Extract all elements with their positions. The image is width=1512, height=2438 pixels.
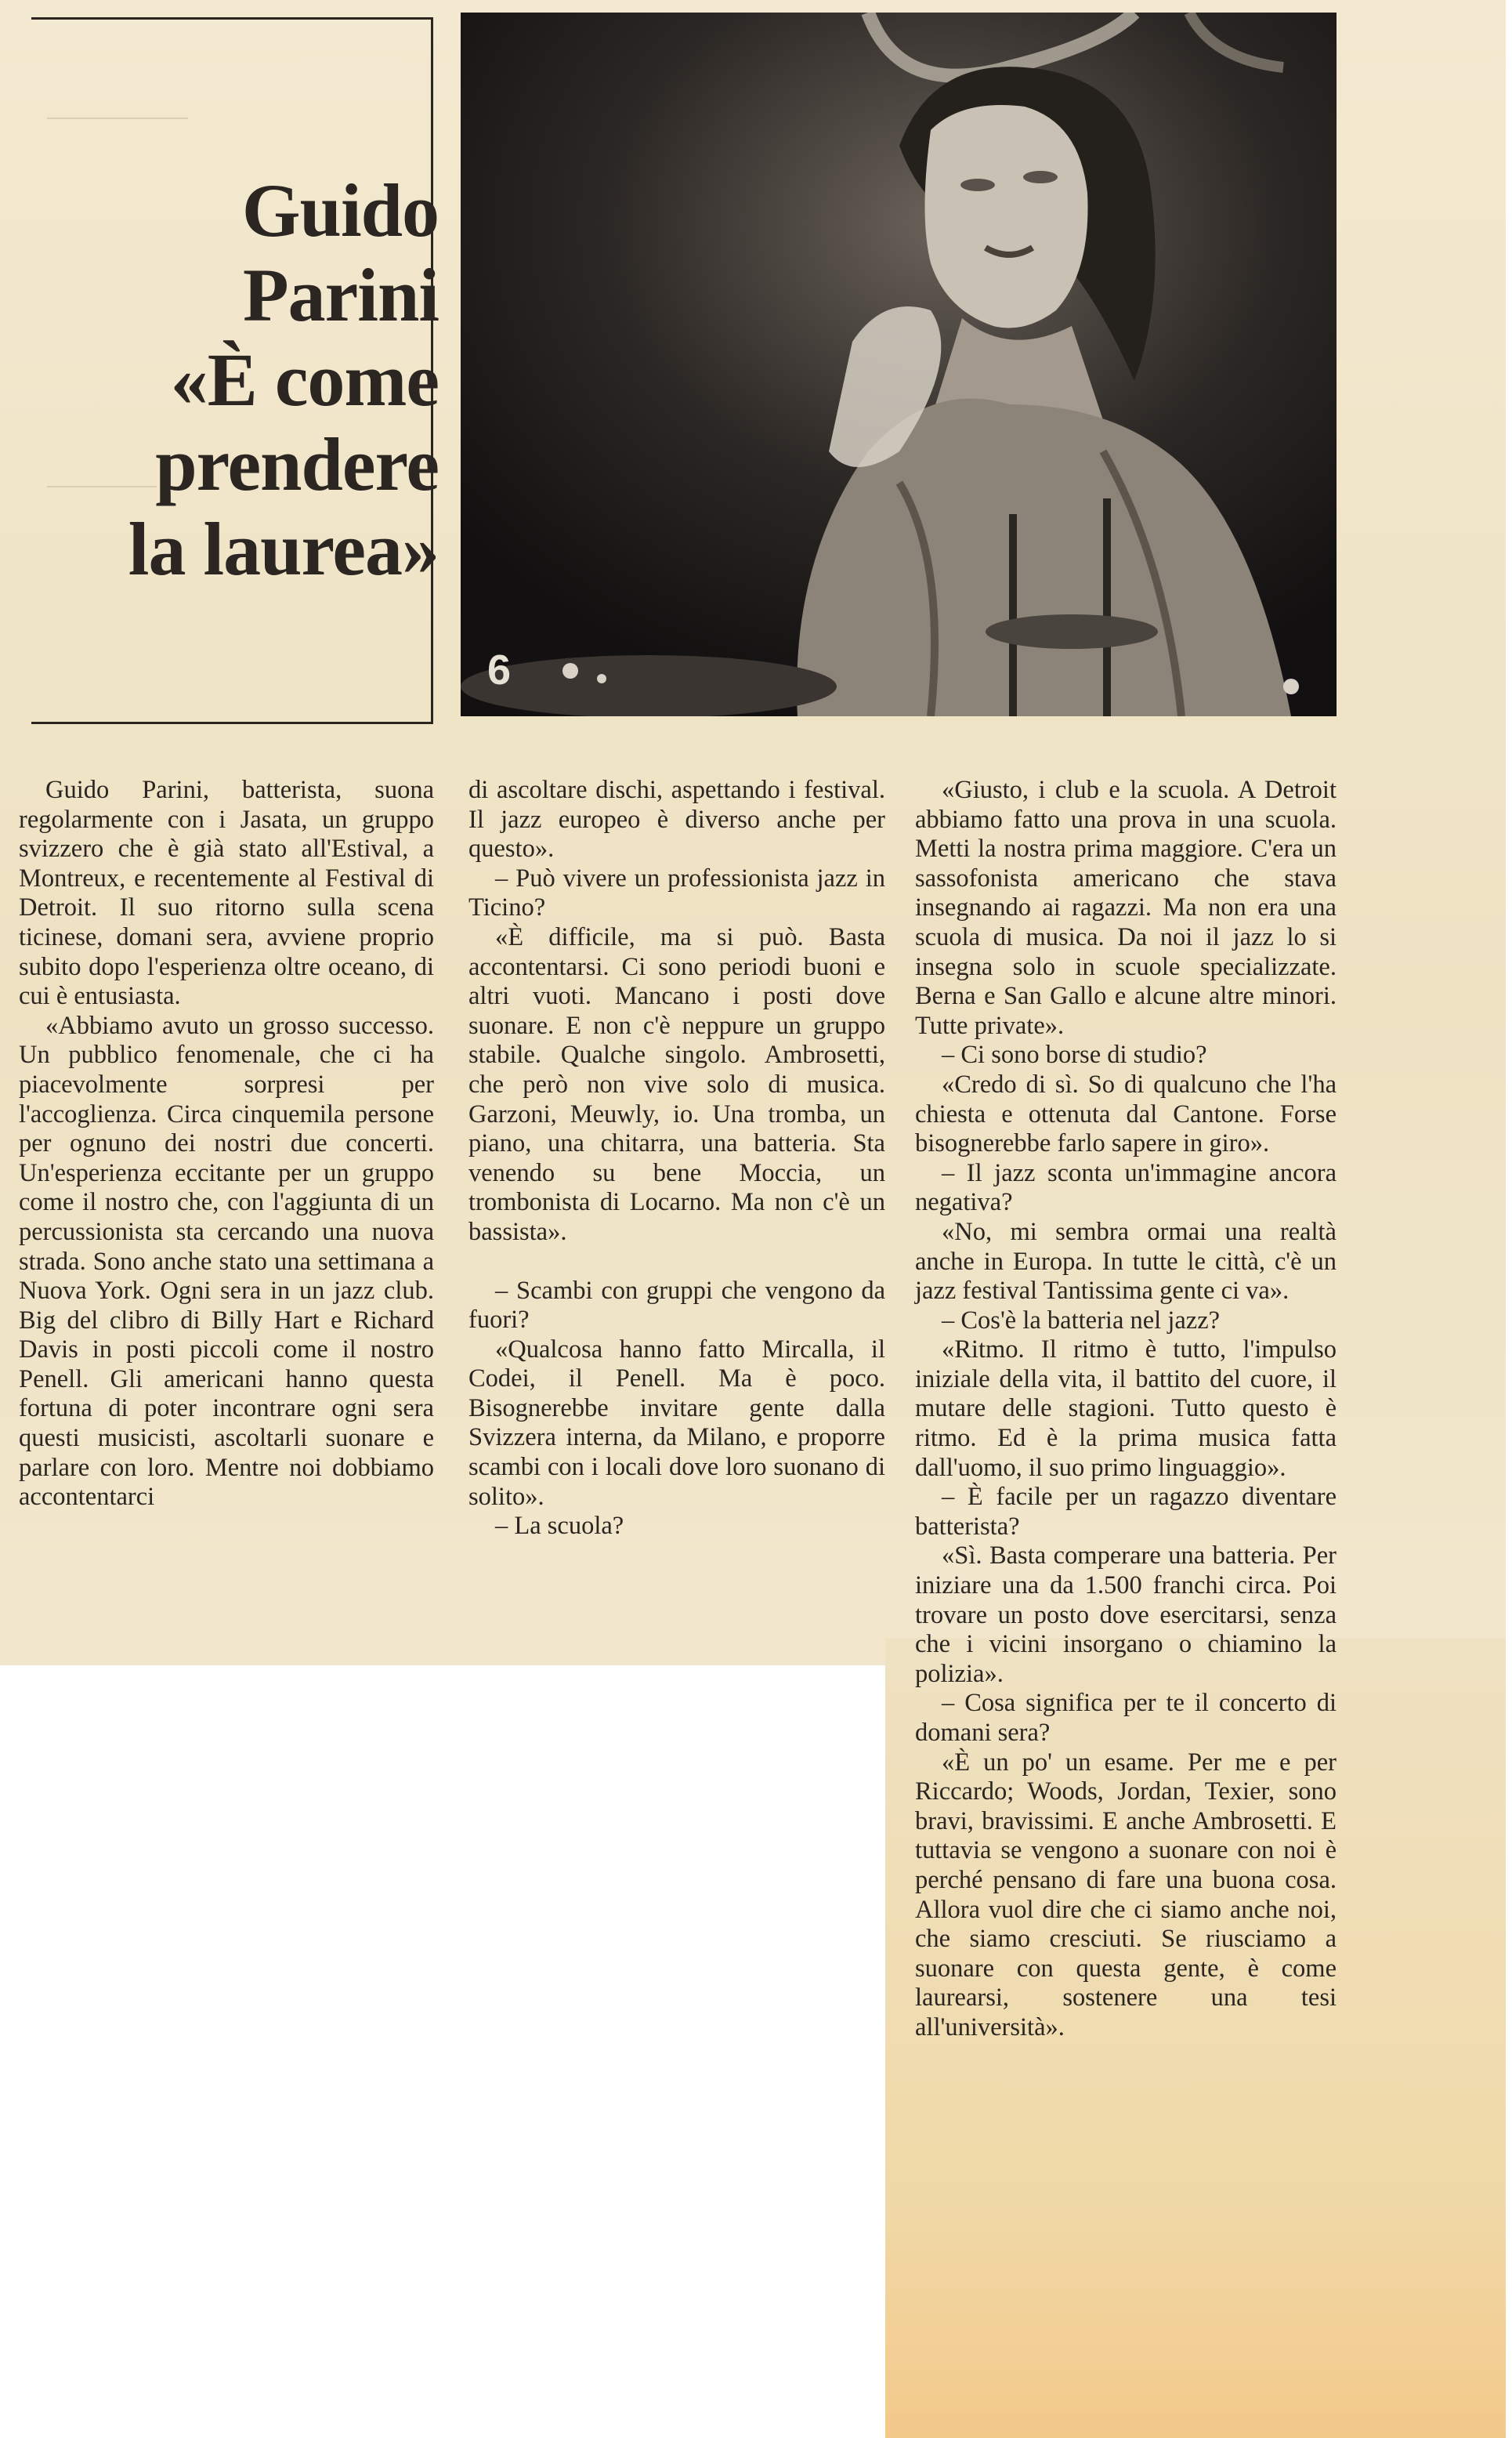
interview-question: – La scuola?: [495, 1512, 624, 1541]
headline-line: prendere: [155, 422, 439, 506]
interview-question: – È facile per un ragazzo diventare batterista?: [915, 1483, 1337, 1541]
page-edge: [1506, 0, 1512, 2438]
article-column-1: [19, 776, 434, 1512]
article-column-3: [915, 776, 1337, 2043]
headline-line: la laurea»: [128, 507, 439, 591]
paragraph: «Abbiamo avuto un grosso successo. Un pubblico fenomenale, che ci ha piacevolmente sorpresi per l'accoglienza. Circa cinquemila persone per ognuno dei nostri due concerti. Un'esperienza eccitante per un gruppo come il nostro che, con l'aggiunta di un percussionista sta cercando una nuova strada. Sono anche stato una settimana a Nuova York. Ogni sera in un jazz club. Big del clibro di Billy Hart e Richard Davis in posti piccoli come il nostro Penell. Gli americani hanno questa fortuna di poter incontrare ogni sera questi musicisti, ascoltarli suonare e parlare con loro. Mentre noi dobbiamo accontentarci: [19, 1011, 434, 1512]
interview-question: – Cosa significa per te il concerto di domani sera?: [915, 1689, 1337, 1747]
paragraph: «No, mi sembra ormai una realtà anche in Europa. In tutte le città, c'è un jazz festival Tantissima gente ci va».: [915, 1217, 1337, 1306]
headline-line: Parini: [243, 253, 439, 337]
paragraph: «Sì. Basta comperare una batteria. Per iniziare una da 1.500 franchi circa. Poi trovare un posto dove esercitarsi, senza che i vicini insorgano o chiamino la polizia».: [915, 1541, 1337, 1688]
paragraph: Guido Parini, batterista, suona regolarmente con i Jasata, un gruppo svizzero che è già stato all'Estival, a Montreux, e recentemente al Festival di Detroit. Il suo ritorno sulla scena ticinese, domani sera, avviene proprio subito dopo l'esperienza oltre oceano, di cui è entusiasta.: [19, 776, 434, 1011]
paragraph: di ascoltare dischi, aspettando i festival. Il jazz europeo è diverso anche per questo».: [468, 776, 885, 864]
paragraph: «Giusto, i club e la scuola. A Detroit abbiamo fatto una prova in una scuola. Metti la nostra prima maggiore. C'era un sassofonista americano che stava insegnando ai ragazzi. Ma non era una scuola di musica. Da noi il jazz lo si insegna solo in scuole specializzate. Berna e San Gallo e alcune altre minori. Tutte private».: [915, 776, 1337, 1040]
article-headline: [55, 168, 439, 592]
paragraph: «Qualcosa hanno fatto Mircalla, il Codei, il Penell. Ma è poco. Bisognerebbe invitare gente dalla Svizzera interna, da Milano, e proporre scambi con i locali dove loro suonano di solito».: [468, 1335, 885, 1511]
interview-question: – Il jazz sconta un'immagine ancora negativa?: [915, 1158, 1337, 1217]
headline-line: «È come: [170, 338, 439, 422]
headline-line: Guido: [241, 168, 439, 252]
interview-question: – Scambi con gruppi che vengono da fuori?: [468, 1276, 885, 1335]
interview-question: – Ci sono borse di studio?: [942, 1041, 1207, 1070]
photo-number: 6: [487, 647, 512, 694]
article-column-2: [468, 776, 885, 1541]
interview-question: – Cos'è la batteria nel jazz?: [942, 1306, 1221, 1335]
paragraph: «Ritmo. Il ritmo è tutto, l'impulso iniziale della vita, il battito del cuore, il mutare delle stagioni. Tutto questo è ritmo. Ed è la prima musica fatta dall'uomo, il suo primo linguaggio».: [915, 1335, 1337, 1482]
paragraph: «È difficile, ma si può. Basta accontentarsi. Ci sono periodi buoni e altri vuoti. Mancano i posti dove suonare. E non c'è neppure un gruppo stabile. Qualche singolo. Ambrosetti, che però non vive solo di musica. Garzoni, Meuwly, io. Una tromba, un piano, una chitarra, una batteria. Sta venendo su bene Moccia, un trombonista di Locarno. Ma non c'è un bassista».: [468, 922, 885, 1246]
paragraph: «Credo di sì. So di qualcuno che l'ha chiesta e ottenuta dal Cantone. Forse bisognerebbe farlo sapere in giro».: [915, 1070, 1337, 1158]
drummer-photo: [461, 13, 1337, 716]
headline-box: [31, 17, 439, 724]
paragraph: «È un po' un esame. Per me e per Riccardo; Woods, Jordan, Texier, sono bravi, bravissimi. E anche Ambrosetti. E tuttavia se vengono a suonare con noi è perché pensano di fare una buona cosa. Allora vuol dire che ci siamo anche noi, che siamo cresciuti. Se riusciamo a suonare con questa gente, è come laurearsi, sostenere una tesi all'università».: [915, 1748, 1337, 2041]
interview-question: – Può vivere un professionista jazz in Ticino?: [468, 864, 885, 922]
drummer-photo-icon: [461, 13, 1337, 716]
